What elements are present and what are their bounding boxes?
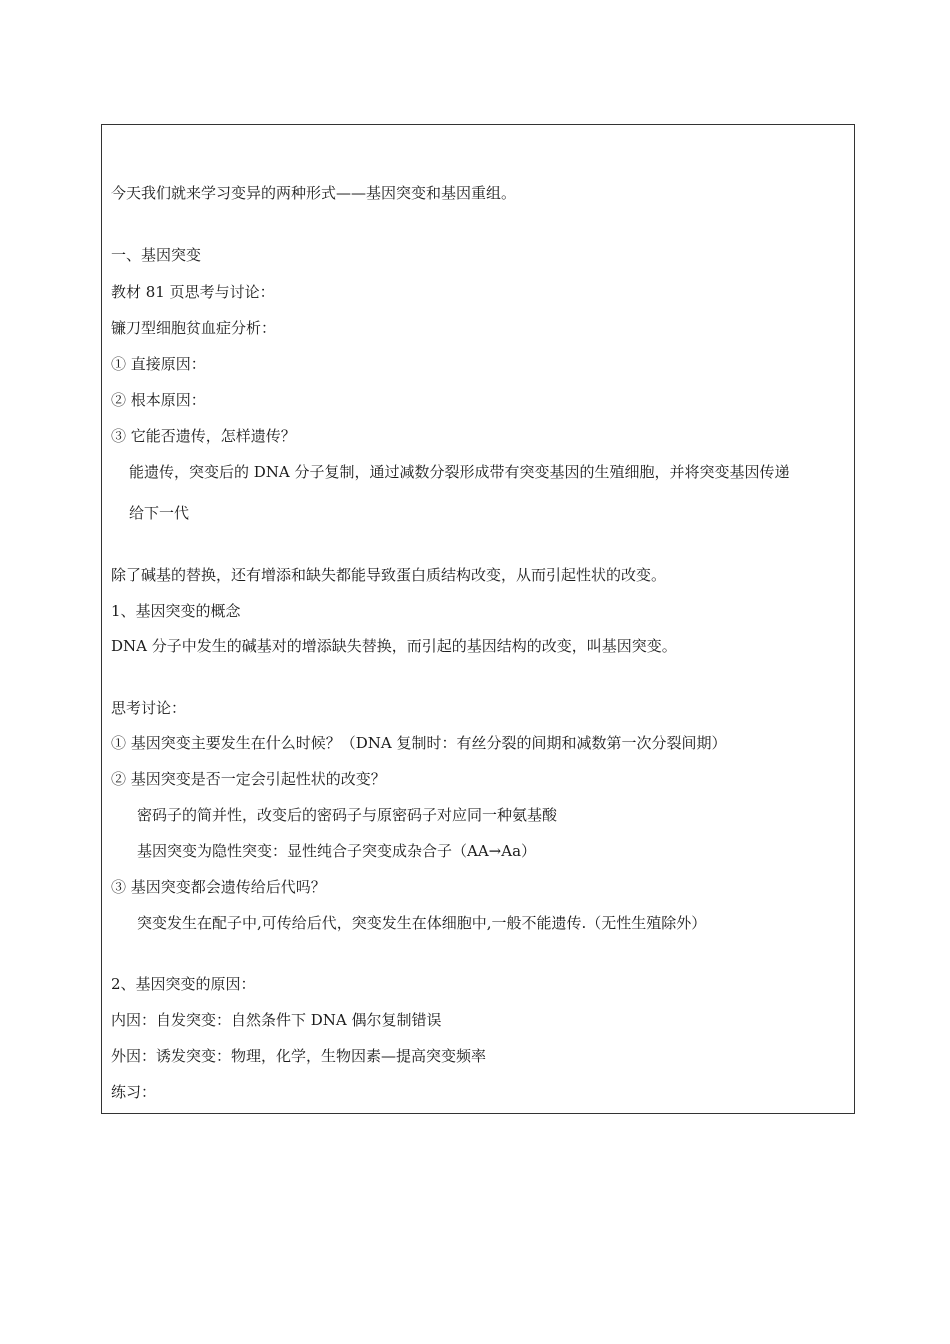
exercise-label: 练习： [111, 1083, 157, 1101]
concept-heading: 1、基因突变的概念 [111, 602, 241, 620]
textbook-reference: 教材 81 页思考与讨论： [111, 283, 275, 301]
discussion-q2-answer2: 基因突变为隐性突变：显性纯合子突变成杂合子（AA→Aa） [137, 842, 537, 860]
heritability-question: ③ 它能否遗传，怎样遗传？ [111, 427, 296, 445]
heritability-answer-line1: 能遗传，突变后的 DNA 分子复制，通过减数分裂形成带有突变基因的生殖细胞，并将突变基因传递 [129, 463, 790, 481]
discussion-q1: ① 基因突变主要发生在什么时候？（DNA 复制时：有丝分裂的间期和减数第一次分裂间期） [111, 734, 727, 752]
intro-text: 今天我们就来学习变异的两种形式——基因突变和基因重组。 [111, 184, 517, 202]
heritability-answer-line2: 给下一代 [129, 504, 190, 522]
sickle-cell-heading: 镰刀型细胞贫血症分析： [111, 319, 277, 337]
causes-heading: 2、基因突变的原因： [111, 975, 256, 993]
internal-cause: 内因：自发突变：自然条件下 DNA 偶尔复制错误 [111, 1011, 442, 1029]
base-change-note: 除了碱基的替换，还有增添和缺失都能导致蛋白质结构改变，从而引起性状的改变。 [111, 566, 667, 584]
discussion-q2-answer1: 密码子的简并性，改变后的密码子与原密码子对应同一种氨基酸 [137, 806, 558, 824]
root-cause: ② 根本原因： [111, 391, 206, 409]
concept-definition: DNA 分子中发生的碱基对的增添缺失替换，而引起的基因结构的改变，叫基因突变。 [111, 637, 677, 655]
external-cause: 外因：诱发突变：物理，化学，生物因素—提高突变频率 [111, 1047, 487, 1065]
section-heading-gene-mutation: 一、基因突变 [111, 246, 202, 264]
discussion-q3: ③ 基因突变都会遗传给后代吗？ [111, 878, 326, 896]
discussion-q3-answer: 突变发生在配子中,可传给后代，突变发生在体细胞中,一般不能遗传.（无性生殖除外） [137, 914, 707, 932]
discussion-q2: ② 基因突变是否一定会引起性状的改变？ [111, 770, 386, 788]
discussion-heading: 思考讨论： [111, 699, 187, 717]
direct-cause: ① 直接原因： [111, 355, 206, 373]
